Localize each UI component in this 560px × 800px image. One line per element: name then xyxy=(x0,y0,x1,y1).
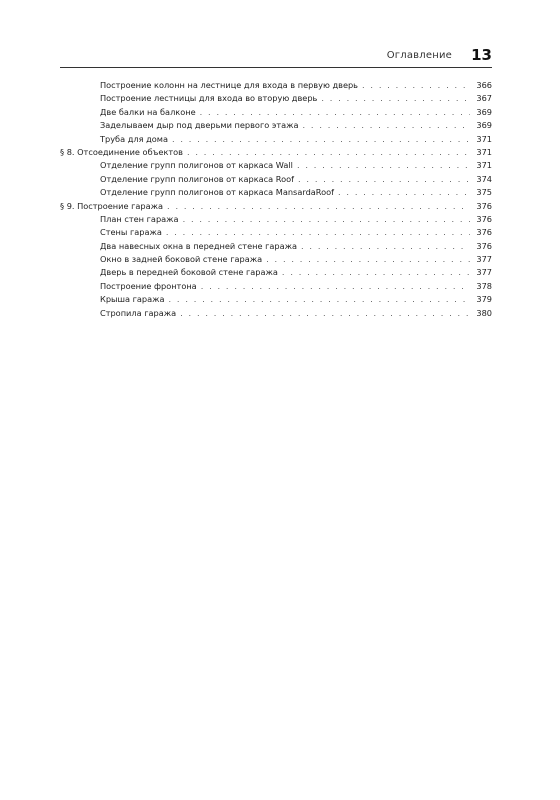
dot-leader xyxy=(180,307,470,320)
toc-entry-row xyxy=(60,133,492,146)
toc-entry-page-number: 369 xyxy=(476,120,492,131)
toc-entry-page-number: 371 xyxy=(476,146,492,157)
dot-leader xyxy=(282,266,470,279)
toc-section-row xyxy=(60,200,492,213)
dot-leader xyxy=(303,119,470,132)
page-number: 13 xyxy=(471,46,492,64)
toc-entry-label: Построение лестницы для входа во вторую дверь xyxy=(100,93,318,104)
toc-entry-label: Стены гаража xyxy=(100,227,162,238)
toc-entry-label: План стен гаража xyxy=(100,213,179,224)
toc-entry-label: Окно в задней боковой стене гаража xyxy=(100,254,263,265)
toc-entry-label: Построение колонн на лестнице для входа в первую дверь xyxy=(100,80,359,90)
dot-leader xyxy=(338,186,470,199)
toc-entry-row xyxy=(60,92,492,105)
toc-entry-label: Две балки на балконе xyxy=(100,106,196,117)
running-title: Оглавление xyxy=(386,50,452,61)
toc-entry-row xyxy=(60,240,492,253)
toc-entry-label: § 9. Построение гаража xyxy=(60,200,164,211)
toc-entry-row xyxy=(60,213,492,226)
toc-entry-page-number: 371 xyxy=(476,133,492,144)
dot-leader xyxy=(167,200,470,213)
toc-entry-page-number: 378 xyxy=(476,280,492,291)
toc-entry-row xyxy=(60,186,492,199)
toc-entry-label: Труба для дома xyxy=(100,133,168,144)
toc-entry-page-number: 377 xyxy=(476,254,492,265)
header-rule xyxy=(60,67,492,68)
toc-entry-page-number: 371 xyxy=(476,160,492,171)
toc-entry-row xyxy=(60,266,492,279)
toc-entry-row xyxy=(60,106,492,119)
toc-entry-row xyxy=(60,307,492,320)
dot-leader xyxy=(172,133,470,146)
toc-entry-page-number: 376 xyxy=(476,200,492,211)
dot-leader xyxy=(169,293,470,306)
toc-entry-row xyxy=(60,173,492,186)
toc-entry-page-number: 377 xyxy=(476,267,492,278)
toc-entry-page-number: 376 xyxy=(476,213,492,224)
dot-leader xyxy=(266,253,470,266)
dot-leader xyxy=(187,146,470,159)
dot-leader xyxy=(201,280,470,293)
table-of-contents xyxy=(60,79,492,320)
toc-entry-row xyxy=(60,293,492,306)
dot-leader xyxy=(297,159,470,172)
toc-entry-page-number: 376 xyxy=(476,227,492,238)
toc-entry-label: Отделение групп полигонов от каркаса Roof xyxy=(100,173,295,184)
toc-entry-label: Отделение групп полигонов от каркаса Wall xyxy=(100,160,293,171)
dot-leader xyxy=(183,213,470,226)
toc-section-row xyxy=(60,146,492,159)
dot-leader xyxy=(200,106,470,119)
toc-entry-label: Стропила гаража xyxy=(100,307,177,318)
dot-leader xyxy=(166,226,470,239)
toc-entry-label: Заделываем дыр под дверьми первого этажа xyxy=(100,120,299,131)
toc-entry-page-number: 374 xyxy=(476,173,492,184)
toc-entry-row xyxy=(60,79,492,92)
toc-entry-row xyxy=(60,280,492,293)
toc-entry-label: Дверь в передней боковой стене гаража xyxy=(100,267,278,278)
toc-entry-label: Два навесных окна в передней стене гаража xyxy=(100,240,298,251)
toc-entry-row xyxy=(60,226,492,239)
toc-entry-page-number: 366 xyxy=(476,80,492,90)
toc-entry-page-number: 380 xyxy=(476,307,492,318)
toc-entry-page-number: 379 xyxy=(476,294,492,305)
toc-entry-label: § 8. Отсоединение объектов xyxy=(60,146,183,157)
dot-leader xyxy=(321,92,470,105)
toc-entry-row xyxy=(60,159,492,172)
toc-entry-label: Построение фронтона xyxy=(100,280,197,291)
toc-entry-page-number: 376 xyxy=(476,240,492,251)
running-head xyxy=(60,44,492,66)
toc-entry-label: Крыша гаража xyxy=(100,294,165,305)
dot-leader xyxy=(298,173,470,186)
toc-entry-row xyxy=(60,253,492,266)
toc-entry-page-number: 369 xyxy=(476,106,492,117)
dot-leader xyxy=(362,79,470,92)
dot-leader xyxy=(301,240,470,253)
toc-entry-page-number: 375 xyxy=(476,187,492,198)
toc-entry-label: Отделение групп полигонов от каркаса MansardaRoof xyxy=(100,187,335,198)
toc-entry-page-number: 367 xyxy=(476,93,492,104)
toc-entry-row xyxy=(60,119,492,132)
